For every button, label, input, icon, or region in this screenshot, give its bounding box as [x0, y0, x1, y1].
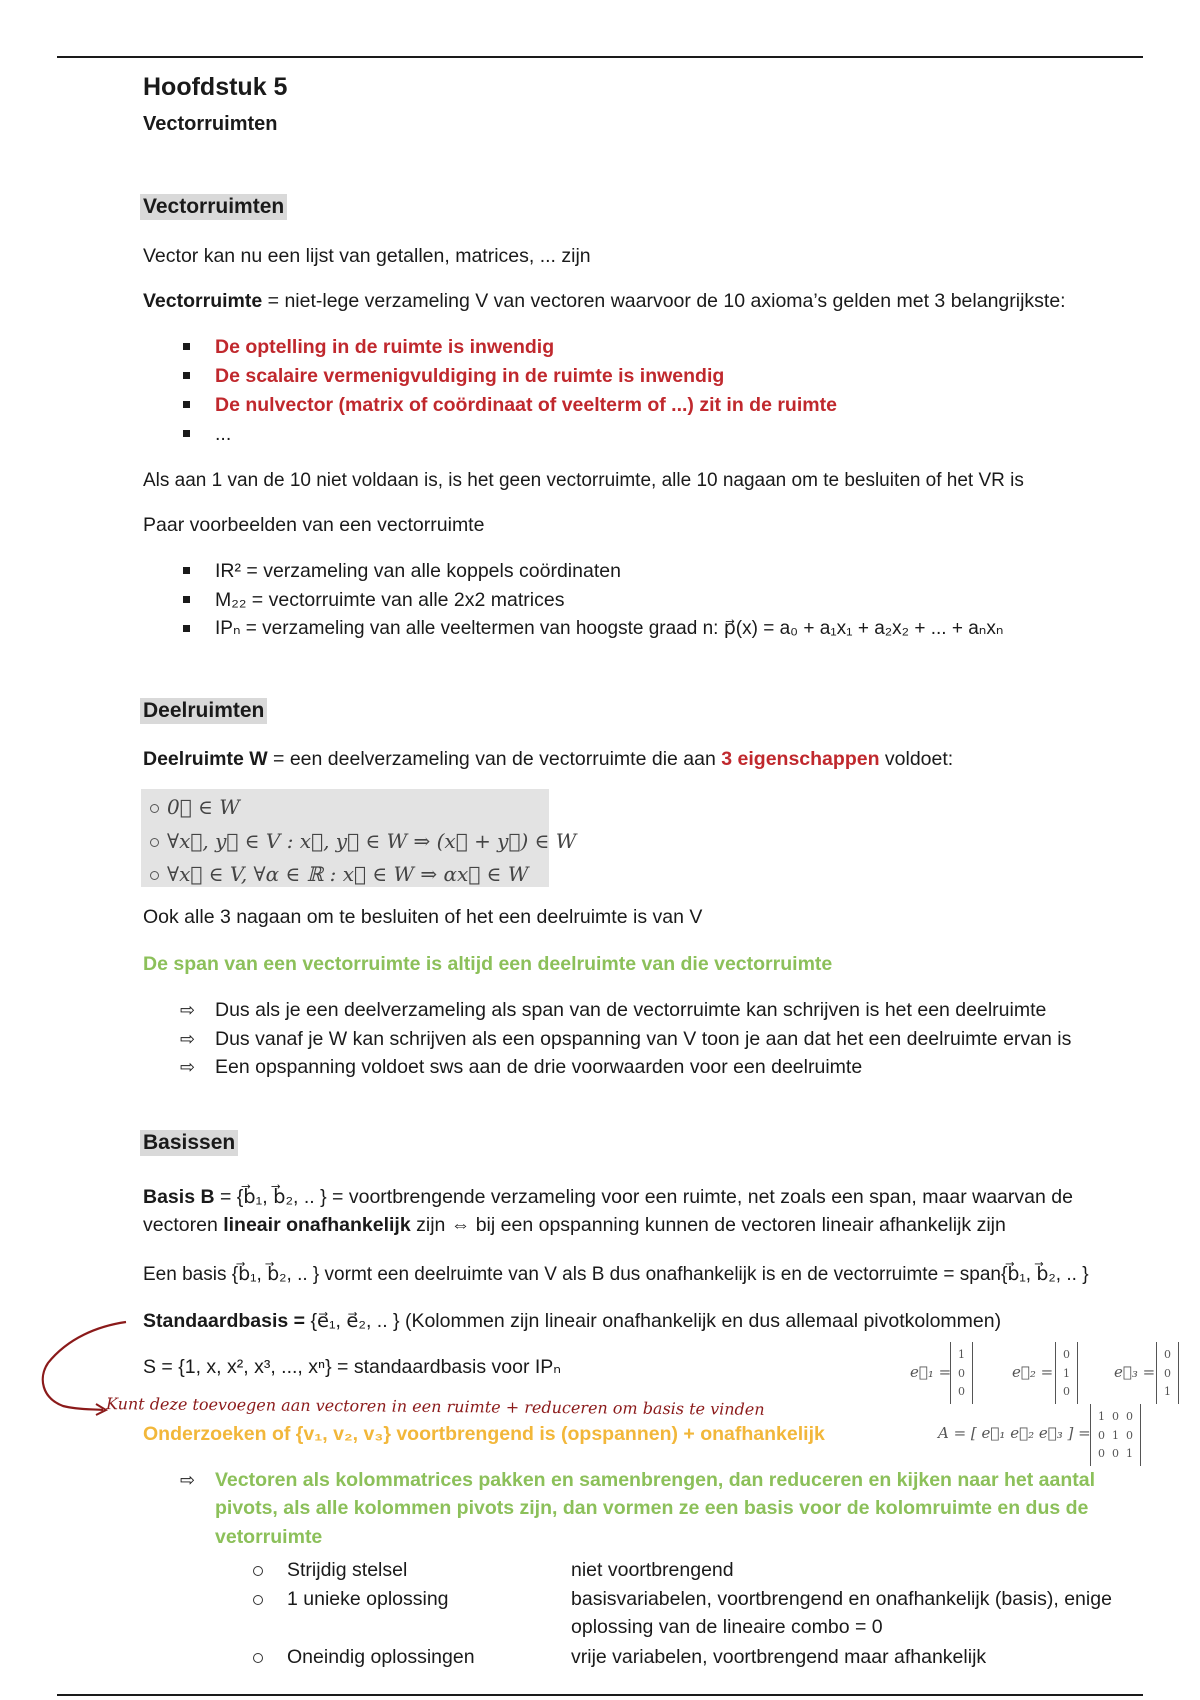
example-item: M₂₂ = vectorruimte van alle 2x2 matrices — [215, 589, 565, 611]
circle-bullet — [253, 1595, 263, 1605]
e2-label: e⃗₂ = — [1012, 1363, 1054, 1381]
examples-title: Paar voorbeelden van een vectorruimte — [143, 514, 485, 536]
example-item: IR² = verzameling van alle koppels coördinaten — [215, 560, 621, 582]
bullet — [183, 401, 190, 408]
arrow-right-icon: ⇨ — [180, 1029, 196, 1049]
bullet — [183, 343, 190, 350]
circle-bullet — [253, 1566, 263, 1576]
bullet — [183, 596, 190, 603]
axiom-item: De nulvector (matrix of coördinaat of veelterm of ...) zit in de ruimte — [215, 394, 837, 416]
case-result: basisvariabelen, voortbrengend en onafhankelijk (basis), enige — [571, 1588, 1112, 1610]
circle-bullet — [150, 871, 159, 880]
definition-highlight: 3 eigenschappen — [721, 748, 880, 770]
axiom-item: De scalaire vermenigvuldiging in de ruimte is inwendig — [215, 365, 725, 387]
circle-bullet — [150, 804, 159, 813]
intro-text: Vector kan nu een lijst van getallen, matrices, ... zijn — [143, 245, 591, 267]
vectorruimte-definition — [143, 288, 1066, 314]
basis-definition-line2 — [143, 1212, 1006, 1238]
arrow-right-icon: ⇨ — [180, 1000, 196, 1020]
consequence-item: Een opspanning voldoet sws aan de drie voorwaarden voor een deelruimte — [215, 1056, 863, 1078]
e1-matrix — [950, 1342, 973, 1404]
case-result: vrije variabelen, voortbrengend maar afhankelijk — [571, 1646, 987, 1668]
matrix-cell: 0 — [1063, 1348, 1070, 1362]
case-result-continued: oplossing van de lineaire combo = 0 — [571, 1616, 883, 1638]
bullet — [183, 625, 190, 632]
standard-basis-text: {e⃗₁, e⃗₂, .. } (Kolommen zijn lineair onafhankelijk en dus allemaal pivotkolommen) — [310, 1310, 1002, 1332]
definition-end: voldoet: — [879, 748, 954, 770]
definition-term: Deelruimte W — [143, 748, 268, 770]
basis-text-part: zijn ⇔ bij een opspanning kunnen de vectoren lineair afhankelijk zijn — [410, 1214, 1006, 1236]
matrix-cell: 0 — [958, 1384, 965, 1398]
e2-matrix — [1055, 1342, 1078, 1404]
vectorruimte-note: Als aan 1 van de 10 niet voldaan is, is het geen vectorruimte, alle 10 nagaan om te besluiten of het VR is — [143, 470, 1024, 491]
definition-text: = niet-lege verzameling V van vectoren waarvoor de 10 axioma’s gelden met 3 belangrijkste: — [262, 290, 1066, 312]
matrix-cell: 0 — [1164, 1348, 1171, 1362]
definition-term: Vectorruimte — [143, 290, 263, 312]
e3-label: e⃗₃ = — [1114, 1363, 1156, 1381]
bullet — [183, 430, 190, 437]
method-line: Vectoren als kolommatrices pakken en samenbrengen, dan reduceren en kijken naar het aantal — [215, 1469, 1096, 1491]
axiom-item: ... — [215, 423, 232, 445]
circle-bullet — [253, 1653, 263, 1663]
matrix-cell: 1 — [1164, 1384, 1171, 1398]
consequence-item: Dus vanaf je W kan schrijven als een opspanning van V toon je aan dat het een deelruimte ervan is — [215, 1028, 1072, 1050]
basis-text-part: vectoren — [143, 1214, 224, 1236]
check-text: Ook alle 3 nagaan om te besluiten of het een deelruimte is van V — [143, 906, 703, 928]
case-label: Oneindig oplossingen — [287, 1646, 475, 1668]
condition-item: ∀x⃗, y⃗ ∈ V : x⃗, y⃗ ∈ W ⇒ (x⃗ + y⃗) ∈ W — [167, 829, 577, 853]
e1-label: e⃗₁ = — [910, 1363, 952, 1381]
handwritten-note: Kunt deze toevoegen aan vectoren in een ruimte + reduceren om basis te vinden — [105, 1394, 765, 1419]
identity-matrix — [1090, 1404, 1141, 1466]
basis-text: = {b⃗₁, b⃗₂, .. } = voortbrengende verzameling voor een ruimte, net zoals een span, maar waarvan de — [214, 1186, 1073, 1208]
case-label: Strijdig stelsel — [287, 1559, 408, 1581]
matrix-cell: 0 — [1063, 1384, 1070, 1398]
bullet — [183, 372, 190, 379]
method-line: vetorruimte — [215, 1526, 323, 1548]
standard-basis-term: Standaardbasis = — [143, 1310, 311, 1332]
deelruimte-definition — [143, 746, 953, 772]
case-result: niet voortbrengend — [571, 1559, 734, 1581]
condition-item: 0⃗ ∈ W — [167, 795, 240, 819]
arrow-right-icon: ⇨ — [180, 1470, 196, 1490]
example-item: IPₙ = verzameling van alle veeltermen van hoogste graad n: p⃗(x) = a₀ + a₁x₁ + a₂x₂ + ... + aₙxₙ — [215, 618, 1004, 639]
page-title: Vectorruimten — [143, 113, 278, 135]
section-heading-vectorruimten: Vectorruimten — [140, 194, 287, 220]
condition-item: ∀x⃗ ∈ V, ∀α ∈ ℝ : x⃗ ∈ W ⇒ αx⃗ ∈ W — [167, 862, 529, 886]
chapter-title: Hoofdstuk 5 — [143, 73, 288, 101]
matrix-cell: 0 — [958, 1366, 965, 1380]
matrix-cell: 1 — [958, 1348, 965, 1362]
basis-term: Basis B — [143, 1186, 215, 1208]
matrix-a-label: A = [ e⃗₁ e⃗₂ e⃗₃ ] = — [938, 1424, 1091, 1442]
matrix-cell: 0 — [1164, 1366, 1171, 1380]
method-line: pivots, als alle kolommen pivots zijn, dan vormen ze een basis voor de kolomruimte en dus de — [215, 1497, 1089, 1519]
basis-subspace-text: Een basis {b⃗₁, b⃗₂, .. } vormt een deelruimte van V als B dus onafhankelijk is en de vectorruimte = span{b⃗₁, b⃗₂, .. } — [143, 1264, 1089, 1285]
section-heading-basissen: Basissen — [140, 1130, 238, 1156]
top-rule — [57, 56, 1143, 58]
section-heading-deelruimten: Deelruimten — [140, 698, 267, 724]
circle-bullet — [150, 838, 159, 847]
poly-basis-text: S = {1, x, x², x³, ..., xⁿ} = standaardbasis voor IPₙ — [143, 1356, 562, 1378]
consequence-item: Dus als je een deelverzameling als span van de vectorruimte kan schrijven is het een deelruimte — [215, 999, 1047, 1021]
definition-text: = een deelverzameling van de vectorruimte die aan — [267, 748, 722, 770]
standard-basis-line — [143, 1308, 1001, 1334]
axiom-item: De optelling in de ruimte is inwendig — [215, 336, 555, 358]
matrix-row: 1 0 0 — [1098, 1410, 1133, 1424]
investigate-text: Onderzoeken of {v₁, v₂, v₃} voortbrengend is (opspannen) + onafhankelijk — [143, 1423, 825, 1445]
case-label: 1 unieke oplossing — [287, 1588, 449, 1610]
matrix-row: 0 0 1 — [1098, 1446, 1133, 1460]
bottom-rule — [57, 1694, 1143, 1696]
basis-definition-line1 — [143, 1184, 1073, 1210]
basis-text-bold: lineair onafhankelijk — [223, 1214, 411, 1236]
span-statement: De span van een vectorruimte is altijd een deelruimte van die vectorruimte — [143, 953, 833, 975]
bullet — [183, 567, 190, 574]
matrix-cell: 1 — [1063, 1366, 1070, 1380]
matrix-row: 0 1 0 — [1098, 1428, 1133, 1442]
arrow-right-icon: ⇨ — [180, 1057, 196, 1077]
e3-matrix — [1156, 1342, 1179, 1404]
